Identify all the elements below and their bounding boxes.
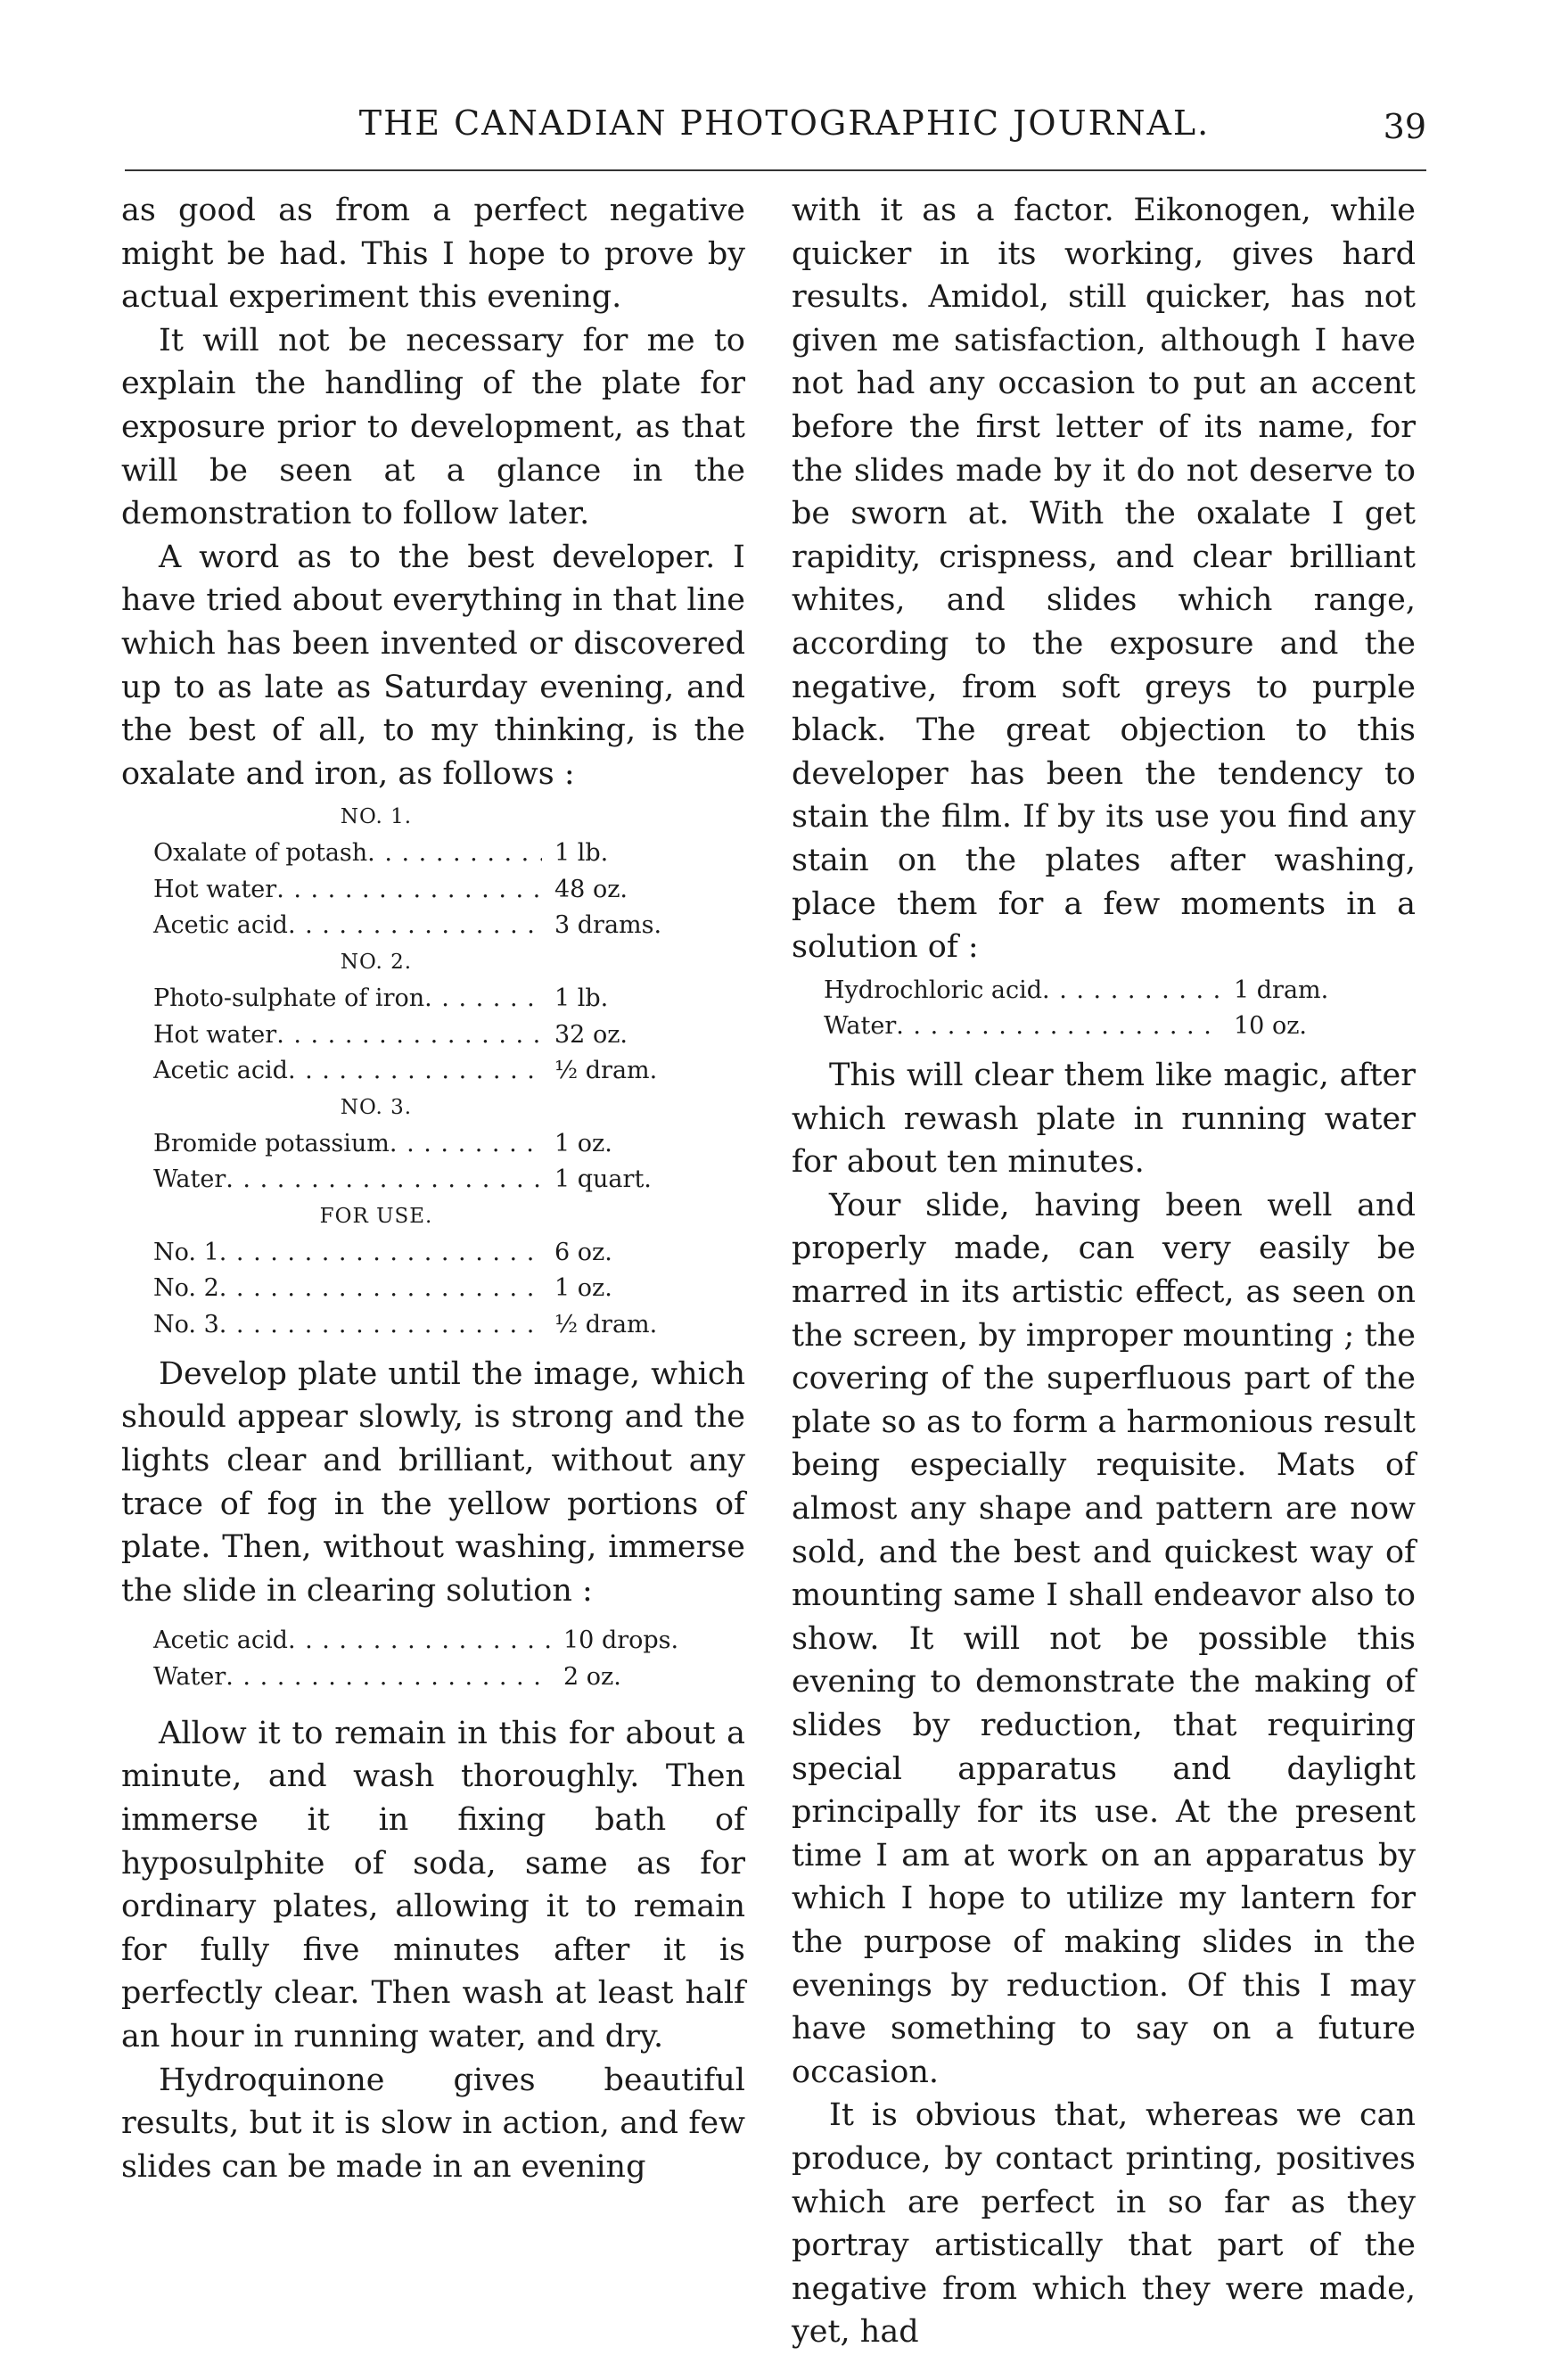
leader-dots — [219, 1271, 542, 1307]
paragraph: Develop plate until the image, which should appear slowly, is strong and the lights clear and brilliant, without any trace of fog in the yellow portions of plate. Then, without washing, immerse the slide in clearing solution : — [121, 1355, 745, 1609]
right-column — [792, 189, 1416, 2354]
formula-row — [153, 1017, 706, 1054]
leader-dots — [226, 1162, 542, 1198]
leader-dots — [288, 908, 542, 944]
ingredient: Water — [824, 1012, 897, 1041]
quantity: 10 oz. — [1234, 1012, 1308, 1041]
leader-dots — [219, 1235, 542, 1272]
leader-dots — [390, 1126, 542, 1163]
leader-dots — [367, 836, 542, 872]
leader-dots — [276, 1017, 542, 1054]
ingredient: Hot water — [153, 875, 277, 903]
left-column — [121, 189, 745, 2188]
formula-row — [153, 1126, 706, 1163]
ingredient: Acetic acid — [153, 911, 288, 940]
formula-row — [153, 1659, 706, 1696]
formula-row — [153, 908, 706, 944]
paragraph: Hydroquinone gives beautiful results, but it is slow in action, and few slides can be made in an evening — [121, 2062, 745, 2185]
ingredient: Oxalate of potash — [153, 839, 368, 868]
formula-row — [153, 1053, 706, 1090]
paragraph: This will clear them like magic, after which rewash plate in running water for about ten minutes. — [792, 1058, 1416, 1181]
ingredient: Acetic acid — [153, 1626, 288, 1655]
paragraph: Your slide, having been well and properly made, can very easily be marred in its artistic effect, as seen on the screen, by improper mounting ; the covering of the superfluous part of the plate so as to form a harmonious result being especially requisite. Mats of almost any shape and pattern are now sold, and the best and quickest way of mounting same I shall endeavor also to show. It will not be possible this evening to demonstrate the making of slides by reduction, that requiring special apparatus and daylight principally for its use. At the present time I am at work on an apparatus by which I hope to utilize my lantern for the purpose of making slides in the evenings by reduction. Of this I may have something to say on a future occasion. — [792, 1187, 1416, 2090]
quantity: ½ dram. — [554, 1311, 658, 1339]
ingredient: No. 3 — [153, 1311, 219, 1339]
formula-row — [824, 973, 1376, 1009]
leader-dots — [424, 981, 542, 1017]
formula-row — [153, 1271, 706, 1307]
formula-heading: NO. 1. — [340, 805, 413, 829]
paragraph: It is obvious that, whereas we can produce, by contact printing, positives which are perfect in so far as they portray artistically that part of the negative from which they were made, yet, had — [792, 2097, 1416, 2351]
formula-row — [153, 1235, 706, 1272]
quantity: 48 oz. — [554, 875, 628, 903]
formula-row — [153, 1162, 706, 1198]
quantity: 6 oz. — [554, 1238, 612, 1266]
paragraph: Allow it to remain in this for about a minute, and wash thoroughly. Then immerse it in fixing bath of hyposulphite of soda, same as for ordinary plates, allowing it to remain for fully five minutes after it is perfectly clear. Then wash at least half an hour in running water, and dry. — [121, 1715, 745, 2055]
leader-dots — [276, 872, 542, 909]
ingredient: Hot water — [153, 1020, 277, 1049]
quantity: 1 dram. — [1234, 976, 1329, 1004]
quantity: 10 drops. — [563, 1626, 679, 1655]
formula-row — [153, 836, 706, 872]
page-number: 39 — [1383, 107, 1426, 146]
paragraph: It will not be necessary for me to explain the handling of the plate for exposure prior to development, as that will be seen at a glance in the demonstration to follow later. — [121, 322, 745, 532]
leader-dots — [1042, 973, 1221, 1009]
ingredient: Water — [153, 1663, 226, 1692]
formula-stain — [824, 973, 1376, 1045]
formula-row — [153, 1623, 706, 1659]
quantity: 2 oz. — [563, 1663, 621, 1692]
leader-dots — [226, 1659, 551, 1696]
ingredient: Photo-sulphate of iron — [153, 984, 425, 1012]
formula-heading: FOR USE. — [319, 1205, 433, 1229]
leader-dots — [288, 1053, 542, 1090]
quantity: 1 lb. — [554, 839, 609, 868]
ingredient: Acetic acid — [153, 1057, 288, 1085]
quantity: ½ dram. — [554, 1057, 658, 1085]
ingredient: Hydrochloric acid — [824, 976, 1043, 1004]
paragraph: as good as from a perfect negative might be had. This I hope to prove by actual experiment this evening. — [121, 193, 745, 316]
page-header — [125, 96, 1426, 150]
header-rule — [125, 169, 1426, 171]
paragraph: A word as to the best developer. I have tried about everything in that line which has been invented or discovered up to as late as Saturday evening, and the best of all, to my thinking, is the oxalate and iron, as follows : — [121, 539, 745, 792]
formula-row — [153, 1307, 706, 1344]
leader-dots — [288, 1623, 551, 1659]
quantity: 1 quart. — [554, 1165, 652, 1194]
formula-row — [153, 872, 706, 909]
ingredient: No. 1 — [153, 1238, 219, 1266]
leader-dots — [219, 1307, 542, 1344]
quantity: 32 oz. — [554, 1020, 628, 1049]
quantity: 3 drams. — [554, 911, 662, 940]
ingredient: Bromide potassium — [153, 1129, 390, 1157]
paragraph: with it as a factor. Eikonogen, while quicker in its working, gives hard results. Amidol, still quicker, has not given me satisfaction, although I have not had any occasion to put an accent before the first letter of its name, for the slides made by it do not deserve to be sworn at. With the oxalate I get rapidity, crispness, and clear brilliant whites, and slides which range, according to the exposure and the negative, from soft greys to purple black. The great objection to this developer has been the tendency to stain the film. If by its use you find any stain on the plates after washing, place them for a few moments in a solution of : — [792, 193, 1416, 966]
leader-dots — [896, 1009, 1221, 1045]
formula-clearing — [153, 1616, 706, 1702]
running-title: THE CANADIAN PHOTOGRAPHIC JOURNAL. — [358, 103, 1211, 143]
ingredient: No. 2 — [153, 1274, 219, 1303]
quantity: 1 oz. — [554, 1274, 612, 1303]
formula-no1 — [153, 799, 706, 1344]
quantity: 1 oz. — [554, 1129, 612, 1157]
formula-row — [824, 1009, 1376, 1045]
formula-heading: NO. 2. — [340, 951, 413, 975]
formula-heading: NO. 3. — [340, 1095, 413, 1119]
formula-row — [153, 981, 706, 1017]
quantity: 1 lb. — [554, 984, 609, 1012]
ingredient: Water — [153, 1165, 226, 1194]
